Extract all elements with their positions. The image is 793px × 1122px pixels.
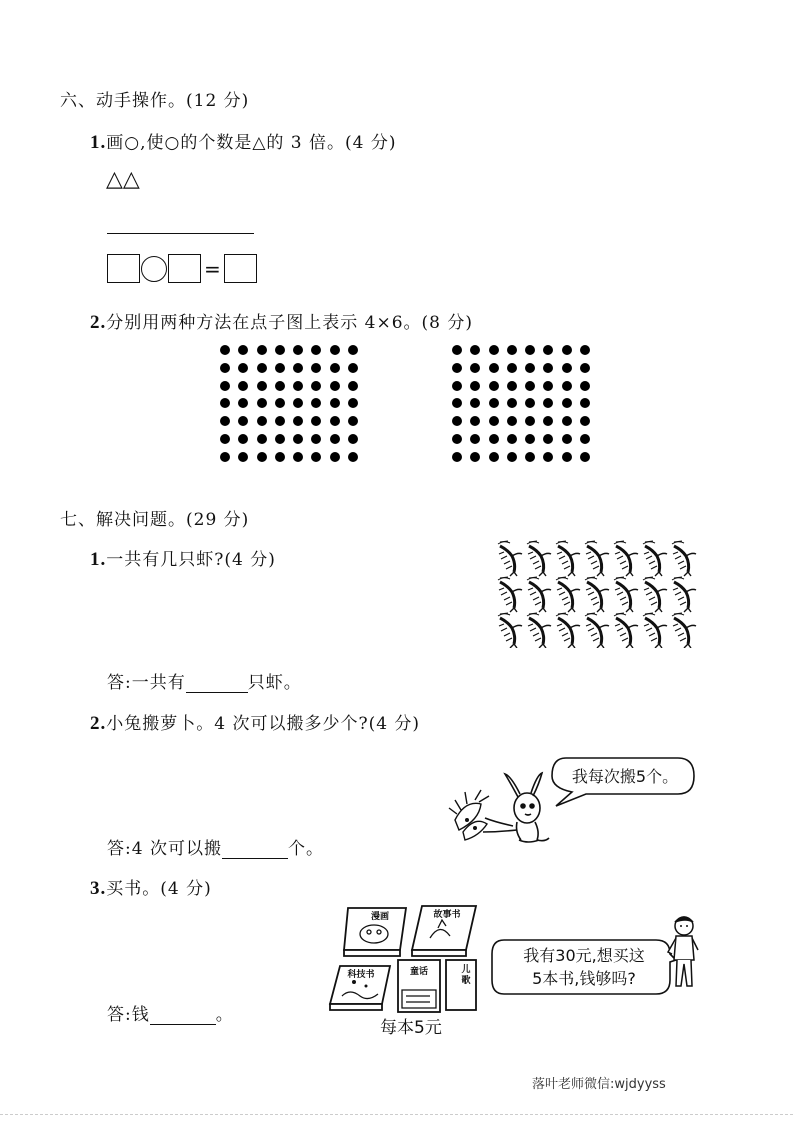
dot[interactable] [348,416,358,426]
shrimp-icon [556,613,580,648]
dot[interactable] [470,363,480,373]
question-6-2-number: 2. [90,312,107,333]
shrimp-icon [614,613,638,648]
dot[interactable] [470,398,480,408]
dot[interactable] [562,452,572,462]
boy-bubble-text [496,944,672,990]
answer-7-1-blank[interactable] [186,674,248,693]
dot[interactable] [257,434,267,444]
dot[interactable] [580,381,590,391]
dot[interactable] [348,381,358,391]
dot[interactable] [525,452,535,462]
shrimp-icon [643,577,667,612]
boy-icon [664,912,704,992]
dot[interactable] [238,381,248,391]
book-label-story: 故事书 [433,910,461,920]
answer-7-2-suffix: 个。 [287,839,324,859]
dot[interactable] [543,398,553,408]
bottom-divider [0,1114,793,1115]
dot[interactable] [330,381,340,391]
equation-box-result[interactable] [224,254,257,283]
answer-7-2-prefix: 答:4 次可以搬 [107,839,222,859]
dot[interactable] [507,416,517,426]
dot[interactable] [452,381,462,391]
dot[interactable] [238,434,248,444]
dot[interactable] [330,434,340,444]
dot[interactable] [311,452,321,462]
rabbit-carrying-radishes-icon [445,770,555,850]
question-7-2 [90,709,420,735]
dot[interactable] [257,398,267,408]
rabbit-bubble-text: 我每次搬5个。 [571,767,679,786]
section-6-title: 六、动手操作。(12 分) [60,91,250,111]
answer-7-1-prefix: 答:一共有 [107,673,186,693]
dot[interactable] [489,381,499,391]
dot[interactable] [348,398,358,408]
shrimp-icon [672,577,696,612]
shrimp-icon [585,541,609,576]
dot[interactable] [580,345,590,355]
book-label-science: 科技书 [347,970,375,980]
dot[interactable] [580,398,590,408]
dot[interactable] [293,398,303,408]
shrimp-icon [527,541,551,576]
shrimp-icon [527,613,551,648]
shrimp-icon [643,541,667,576]
dot[interactable] [489,398,499,408]
dot[interactable] [330,398,340,408]
dot[interactable] [580,363,590,373]
book-label-fairytale: 童话 [409,967,428,977]
dot[interactable] [275,416,285,426]
dot[interactable] [238,416,248,426]
book-label-comic: 漫画 [370,912,389,922]
equals-sign: = [204,256,221,281]
dot[interactable] [507,381,517,391]
dot[interactable] [348,363,358,373]
question-6-1 [90,128,397,154]
dot[interactable] [489,434,499,444]
dot[interactable] [330,345,340,355]
dot[interactable] [293,416,303,426]
dot[interactable] [525,416,535,426]
dot[interactable] [507,363,517,373]
dot[interactable] [238,345,248,355]
question-7-3-number: 3. [90,878,107,899]
dot[interactable] [543,416,553,426]
boy-bubble-line-1: 我有30元,想买这 [523,946,645,965]
dot[interactable] [489,416,499,426]
dot[interactable] [348,434,358,444]
dot[interactable] [293,345,303,355]
equation-box-1[interactable] [107,254,140,283]
question-7-3-text: 买书。(4 分) [106,879,212,899]
dot[interactable] [330,452,340,462]
dot[interactable] [275,434,285,444]
dot[interactable] [489,345,499,355]
answer-7-1-suffix: 只虾。 [247,673,302,693]
dot[interactable] [220,381,230,391]
dot[interactable] [275,452,285,462]
equation-box-2[interactable] [168,254,201,283]
answer-7-3-suffix: 。 [215,1005,234,1025]
dot[interactable] [507,345,517,355]
shrimp-icon [498,613,522,648]
question-7-2-text: 小兔搬萝卜。4 次可以搬多少个?(4 分) [106,714,421,734]
dot[interactable] [452,416,462,426]
dot[interactable] [562,398,572,408]
dot[interactable] [220,398,230,408]
question-7-1-text: 一共有几只虾?(4 分) [106,550,276,570]
dot[interactable] [452,434,462,444]
dot[interactable] [562,345,572,355]
dot[interactable] [543,434,553,444]
dot[interactable] [257,345,267,355]
dot[interactable] [452,345,462,355]
drawing-line[interactable] [107,233,254,234]
shrimp-icon [498,577,522,612]
books-illustration [326,900,496,1014]
dot[interactable] [348,452,358,462]
dot[interactable] [311,398,321,408]
dot[interactable] [525,345,535,355]
shrimp-icon [672,613,696,648]
shrimp-icon [556,541,580,576]
dot[interactable] [470,434,480,444]
question-7-3 [90,874,212,900]
dot[interactable] [257,381,267,391]
question-6-1-number: 1. [90,132,107,153]
dot[interactable] [257,416,267,426]
dot[interactable] [293,434,303,444]
operator-circle[interactable] [141,256,167,282]
dot[interactable] [238,452,248,462]
dot[interactable] [275,363,285,373]
dot[interactable] [562,434,572,444]
book-label-rhyme: 儿歌 [461,965,471,986]
dot[interactable] [525,434,535,444]
dot[interactable] [525,363,535,373]
dot[interactable] [311,434,321,444]
question-6-1-text: 画○,使○的个数是△的 3 倍。(4 分) [106,133,397,153]
dot[interactable] [543,381,553,391]
dot[interactable] [311,345,321,355]
shrimp-icon [585,613,609,648]
dot[interactable] [293,452,303,462]
answer-7-3-prefix: 答:钱 [107,1005,150,1025]
answer-7-3-blank[interactable] [150,1006,216,1025]
answer-7-2-blank[interactable] [222,840,288,859]
answer-7-1 [107,668,302,693]
dot[interactable] [220,416,230,426]
dot[interactable] [580,452,590,462]
dot[interactable] [470,345,480,355]
dot[interactable] [330,416,340,426]
dot[interactable] [238,363,248,373]
dot[interactable] [220,452,230,462]
shrimp-icon [614,541,638,576]
footer-text: 落叶老师微信:wjdyyss [532,1077,666,1092]
shrimp-icon [585,577,609,612]
dot[interactable] [543,345,553,355]
dot[interactable] [470,416,480,426]
shrimp-icon [643,613,667,648]
dot[interactable] [452,452,462,462]
dot[interactable] [348,345,358,355]
dot[interactable] [452,363,462,373]
dot[interactable] [507,398,517,408]
question-6-2-text: 分别用两种方法在点子图上表示 4×6。(8 分) [106,313,474,333]
dot[interactable] [330,363,340,373]
dot[interactable] [543,452,553,462]
dot[interactable] [257,363,267,373]
dot[interactable] [275,345,285,355]
dot[interactable] [562,416,572,426]
dot[interactable] [507,452,517,462]
equation-template [107,254,257,283]
dot-grid-1[interactable] [220,345,359,463]
question-7-2-number: 2. [90,713,107,734]
dot[interactable] [562,381,572,391]
dot[interactable] [543,363,553,373]
price-label: 每本5元 [380,1018,442,1038]
question-7-1-number: 1. [90,549,107,570]
dot[interactable] [220,345,230,355]
dot[interactable] [275,398,285,408]
dot[interactable] [470,381,480,391]
dot[interactable] [220,434,230,444]
dot[interactable] [525,381,535,391]
dot[interactable] [507,434,517,444]
shrimp-illustration [494,540,704,648]
boy-bubble-line-2: 5本书,钱够吗? [532,969,636,988]
dot[interactable] [452,398,462,408]
answer-7-3 [107,1000,234,1025]
shrimp-icon [614,577,638,612]
dot[interactable] [580,434,590,444]
shrimp-icon [556,577,580,612]
question-7-1 [90,545,276,571]
dot[interactable] [311,363,321,373]
shrimp-icon [672,541,696,576]
dot[interactable] [489,452,499,462]
dot[interactable] [275,381,285,391]
dot[interactable] [580,416,590,426]
dot[interactable] [470,452,480,462]
dot[interactable] [220,363,230,373]
dot[interactable] [238,398,248,408]
shrimp-icon [498,541,522,576]
triangles: △△ [106,167,140,192]
question-6-2 [90,308,473,334]
dot[interactable] [311,416,321,426]
section-7-title: 七、解决问题。(29 分) [60,510,250,530]
dot[interactable] [311,381,321,391]
dot[interactable] [293,381,303,391]
dot[interactable] [562,363,572,373]
dot[interactable] [257,452,267,462]
shrimp-icon [527,577,551,612]
dot[interactable] [489,363,499,373]
dot-grid-2[interactable] [452,345,591,463]
answer-7-2 [107,834,324,859]
dot[interactable] [293,363,303,373]
dot[interactable] [525,398,535,408]
